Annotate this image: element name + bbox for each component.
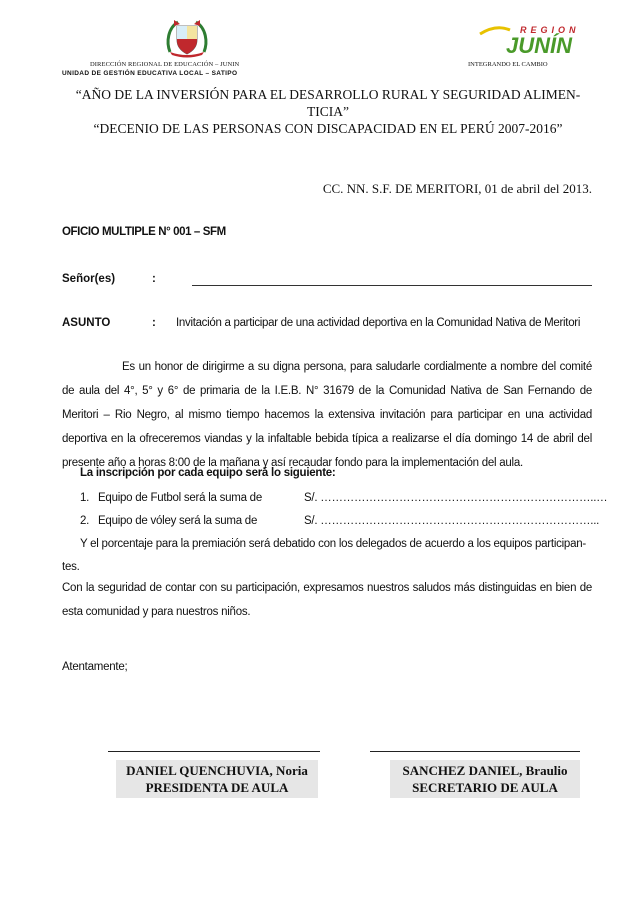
list-item-amount: S/. ………………………………………………………………...	[304, 515, 600, 527]
signature-line-right	[370, 751, 580, 752]
list-item-label: Equipo de Futbol será la suma de	[98, 492, 262, 504]
region-junin-logo	[470, 22, 598, 58]
logo-main-word: JUNÍN	[506, 33, 573, 58]
closing-paragraph-block	[62, 576, 592, 624]
paragraph-prizes-cont: tes.	[62, 561, 80, 573]
year-motto-line-1: “AÑO DE LA INVERSIÓN PARA EL DESARROLLO RURAL Y SEGURIDAD ALIMEN-	[75, 87, 581, 102]
date-line: CC. NN. S.F. DE MERITORI, 01 de abril del 2013.	[322, 181, 592, 196]
recipient-label: Señor(es)	[62, 273, 116, 285]
coat-of-arms-logo	[164, 18, 210, 58]
signature-block-right	[390, 760, 580, 798]
recipient-blank-line	[192, 285, 592, 286]
paragraph-closing: Con la seguridad de contar con su participación, expresamos nuestros saludos más distinguidas en bien de esta comunidad y para nuestros niños.	[62, 582, 592, 618]
institution-line-2: UNIDAD DE GESTIÓN EDUCATIVA LOCAL – SATIPO	[62, 70, 238, 77]
list-item-label: Equipo de vóley será la suma de	[98, 515, 258, 527]
oficio-number: OFICIO MULTIPLE N° 001 – SFM	[62, 226, 226, 238]
logo-top-word: REGION	[520, 25, 580, 35]
subject-text: Invitación a participar de una actividad deportiva en la Comunidad Nativa de Meritori	[176, 317, 581, 329]
signer-name: DANIEL QUENCHUVIA, Noria	[126, 763, 308, 778]
signature-block-left	[116, 760, 318, 798]
letter-body	[62, 355, 592, 475]
inscription-heading: La inscripción por cada equipo será lo siguiente:	[80, 467, 336, 479]
closing-salutation: Atentamente;	[62, 661, 128, 673]
year-motto-line-2: TICIA”	[307, 104, 349, 119]
signer-name: SANCHEZ DANIEL, Braulio	[402, 763, 568, 778]
paragraph-invitation: Es un honor de dirigirme a su digna persona, para saludarle cordialmente a nombre del comité de aula del 4°, 5° y 6° de primaria de la I.E.B. N° 31679 de la Comunidad Nativa de San Fernando de Meritori – Rio Negro, al mismo tiempo hacemos la extensiva invitación para participar en una actividad deportiva en la ofreceremos viandas y la infaltable bebida típica a realizarse el día domingo 14 de abril del presente año a horas 8:00 de la mañana y así recaudar fondo para la implementación del aula.	[62, 361, 592, 469]
decade-motto: “DECENIO DE LAS PERSONAS CON DISCAPACIDAD EN EL PERÚ 2007-2016”	[93, 121, 563, 136]
signer-role: SECRETARIO DE AULA	[412, 780, 558, 795]
slogan-caption: INTEGRANDO EL CAMBIO	[468, 61, 548, 68]
signature-line-left	[108, 751, 320, 752]
list-item-number: 1.	[80, 492, 90, 504]
subject-label: ASUNTO	[62, 317, 111, 329]
paragraph-prizes: Y el porcentaje para la premiación será debatido con los delegados de acuerdo a los equipos participan-	[80, 538, 586, 550]
recipient-colon: :	[152, 273, 156, 285]
institution-line-1: DIRECCIÓN REGIONAL DE EDUCACIÓN – JUNIN	[90, 61, 240, 68]
list-item-number: 2.	[80, 515, 90, 527]
subject-colon: :	[152, 317, 156, 329]
signer-role: PRESIDENTA DE AULA	[145, 780, 289, 795]
list-item-amount: S/. ………………………………………………………………..…	[304, 492, 608, 504]
